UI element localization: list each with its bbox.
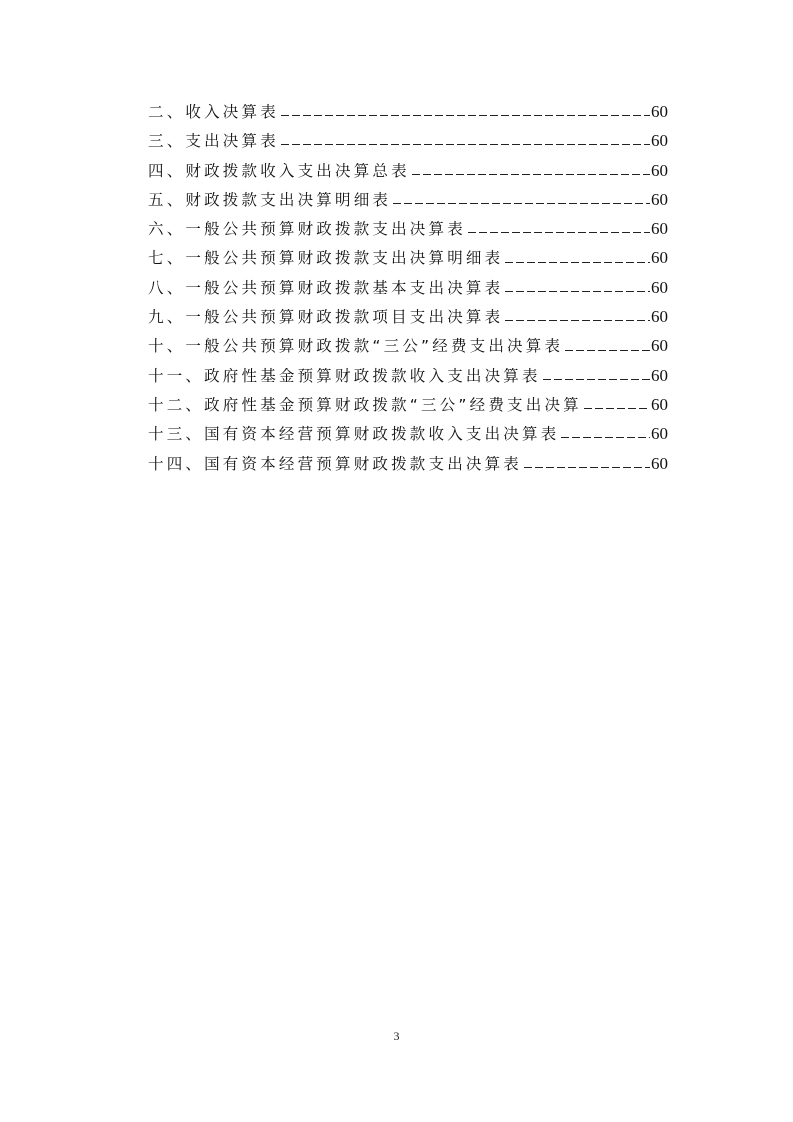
toc-entry-page: 60 [651,189,668,209]
toc-entry-page: 60 [651,453,668,473]
page-number: 3 [393,1029,400,1043]
toc-leader-line [524,467,650,468]
toc-entry-page: 60 [651,424,668,444]
toc-entry-title: 三、支出决算表 [148,132,279,151]
toc-entry-title: 十三、国有资本经营预算财政拨款收入支出决算表 [148,425,560,444]
toc-leader-line [543,379,650,380]
toc-entry-title: 十二、政府性基金预算财政拨款“三公”经费支出决算 [148,395,582,414]
toc-entry[interactable] [148,129,668,158]
toc-entry[interactable] [148,422,668,451]
toc-leader-line [561,437,650,438]
table-of-contents [148,100,668,481]
toc-entry-page: 60 [651,365,668,385]
toc-entry-title: 八、一般公共预算财政拨款基本支出决算表 [148,278,504,297]
toc-entry-page: 60 [651,248,668,268]
toc-leader-line [468,232,650,233]
toc-entry-page: 60 [651,160,668,180]
toc-leader-line [505,262,650,263]
toc-entry[interactable] [148,393,668,422]
toc-entry[interactable] [148,100,668,129]
toc-entry[interactable] [148,334,668,363]
toc-leader-line [584,408,650,409]
toc-entry[interactable] [148,452,668,481]
toc-entry-page: 60 [651,394,668,414]
toc-entry-page: 60 [651,277,668,297]
toc-leader-line [565,350,650,351]
toc-leader-line [505,320,650,321]
toc-leader-line [412,174,650,175]
toc-entry-title: 五、财政拨款支出决算明细表 [148,190,392,209]
toc-entry-title: 九、一般公共预算财政拨款项目支出决算表 [148,308,504,327]
toc-entry-title: 二、收入决算表 [148,103,279,121]
toc-entry[interactable] [148,364,668,393]
toc-entry-page: 60 [651,336,668,356]
toc-entry-title: 七、一般公共预算财政拨款支出决算明细表 [148,249,504,268]
toc-leader-line [505,291,650,292]
toc-entry-title: 十、一般公共预算财政拨款“三公”经费支出决算表 [148,337,564,356]
toc-entry-title: 十一、政府性基金预算财政拨款收入支出决算表 [148,366,541,385]
toc-entry-title: 十四、国有资本经营预算财政拨款支出决算表 [148,454,523,473]
toc-entry-page: 60 [651,219,668,239]
toc-leader-line [393,203,650,204]
toc-leader-line [281,144,650,145]
toc-entry[interactable] [148,305,668,334]
toc-entry[interactable] [148,159,668,188]
toc-entry-page: 60 [651,131,668,151]
toc-leader-line [281,115,650,116]
toc-entry[interactable] [148,246,668,275]
toc-entry-title: 四、财政拨款收入支出决算总表 [148,161,410,180]
toc-entry-page: 60 [651,102,668,121]
toc-entry-title: 六、一般公共预算财政拨款支出决算表 [148,220,466,239]
toc-entry[interactable] [148,276,668,305]
toc-entry[interactable] [148,217,668,246]
toc-entry-page: 60 [651,307,668,327]
toc-entry[interactable] [148,188,668,217]
